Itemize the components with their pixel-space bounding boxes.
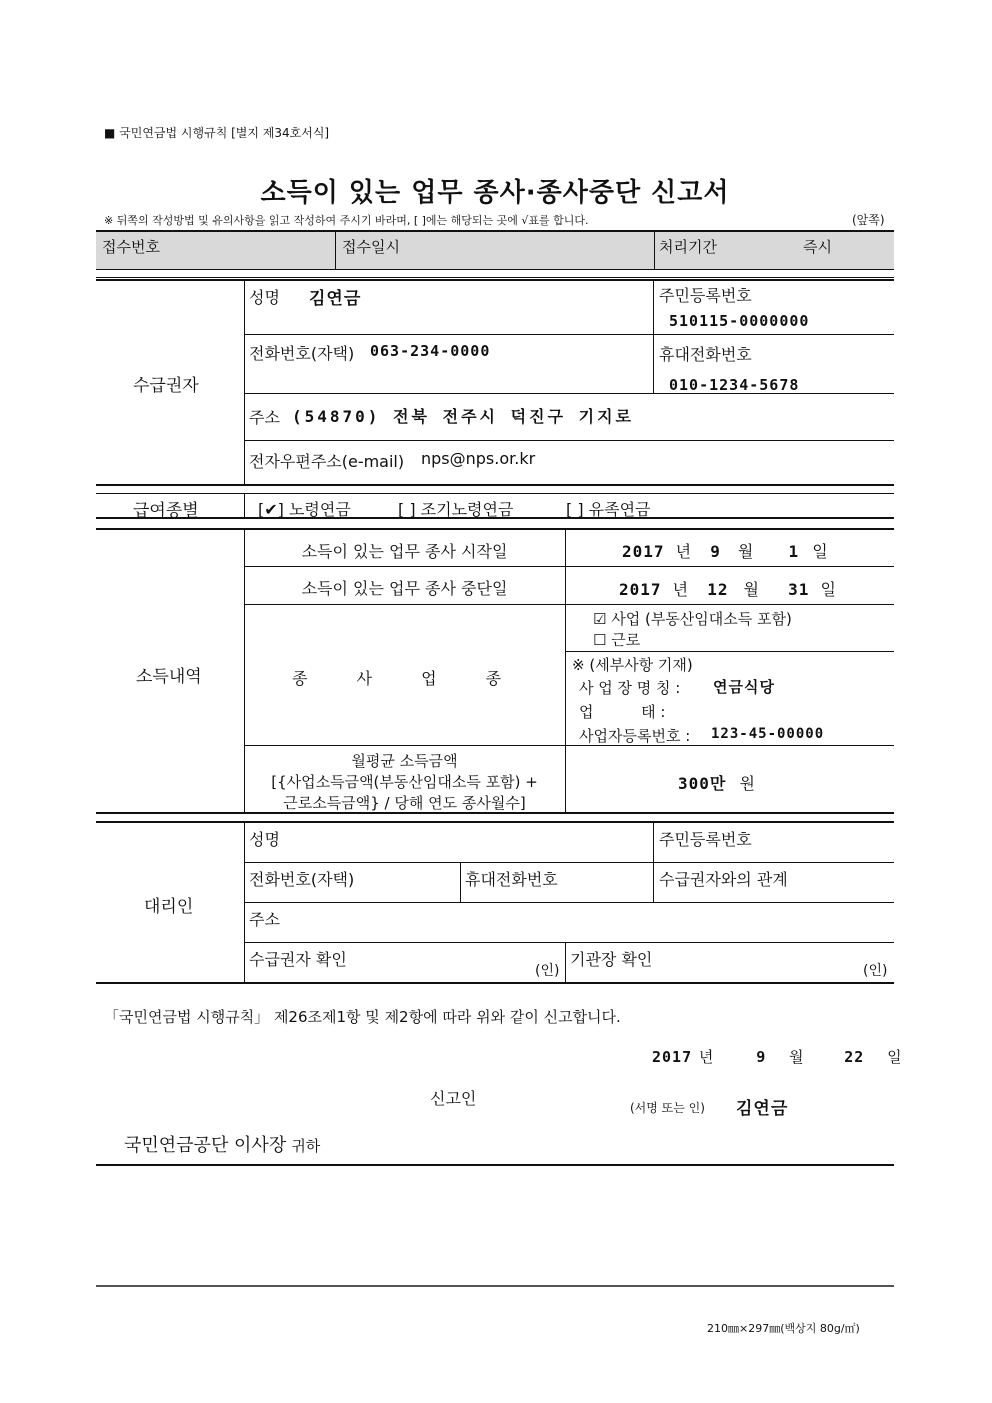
business-name-value[interactable]: 연금식당 — [713, 678, 775, 696]
stop-year[interactable]: 2017 — [619, 580, 662, 599]
business-type-label: 업 태 : — [579, 703, 666, 721]
business-reg-label: 사업자등록번호 : — [579, 727, 691, 745]
business-reg-value[interactable]: 123-45-00000 — [711, 726, 825, 742]
paper-spec: 210㎜×297㎜(백상지 80g/㎡) — [707, 1322, 860, 1335]
beneficiary-phone-value[interactable]: 063-234-0000 — [370, 342, 491, 360]
income-section-label: 소득내역 — [136, 667, 202, 687]
detail-note: ※ (세부사항 기재) — [572, 656, 693, 674]
beneficiary-email-label: 전자우편주소(e-mail) — [249, 452, 405, 471]
beneficiary-mobile-label: 휴대전화번호 — [659, 345, 752, 364]
job-option-business[interactable]: ☑ 사업 (부동산임대소득 포함) — [593, 610, 792, 628]
agent-section-label: 대리인 — [144, 897, 194, 917]
benefit-type-label: 급여종별 — [133, 501, 199, 521]
report-month[interactable]: 9 — [756, 1048, 767, 1066]
stop-month[interactable]: 12 — [707, 580, 729, 599]
beneficiary-rrn-value[interactable]: 510115-0000000 — [669, 312, 810, 330]
avg-income-unit: 원 — [739, 774, 755, 793]
business-name-label: 사 업 장 명 칭 : — [579, 679, 681, 697]
day-unit: 일 — [820, 580, 836, 599]
beneficiary-name-label: 성명 — [249, 288, 280, 307]
processing-period-value: 즉시 — [803, 238, 832, 256]
beneficiary-mobile-value[interactable]: 010-1234-5678 — [669, 376, 800, 394]
beneficiary-rrn-label: 주민등록번호 — [659, 286, 752, 305]
agent-rrn-label: 주민등록번호 — [659, 830, 752, 849]
start-day[interactable]: 1 — [788, 542, 800, 561]
agent-address-label: 주소 — [249, 910, 280, 929]
form-reference: ■ 국민연금법 시행규칙 [별지 제34호서식] — [104, 126, 330, 140]
avg-income-label-1: 월평균 소득금액 — [351, 752, 458, 770]
receipt-number-label: 접수번호 — [102, 238, 160, 256]
beneficiary-address-label: 주소 — [249, 408, 280, 427]
form-title: 소득이 있는 업무 종사·종사중단 신고서 — [260, 178, 730, 208]
agent-phone-label: 전화번호(자택) — [249, 870, 355, 889]
job-type-label: 종 사 업 종 — [292, 669, 502, 688]
agent-name-label: 성명 — [249, 830, 280, 849]
sign-value[interactable]: 김연금 — [736, 1099, 789, 1119]
beneficiary-confirm-label: 수급권자 확인 — [249, 950, 347, 969]
receipt-date-label: 접수일시 — [342, 238, 400, 256]
agency-seal: (인) — [863, 963, 888, 979]
form-notice: ※ 뒤쪽의 작성방법 및 유의사항을 읽고 작성하여 주시기 바라며, [ ]에는 해당되는 곳에 √표를 합니다. — [104, 214, 589, 227]
agency-confirm-label: 기관장 확인 — [570, 950, 653, 969]
job-option-labor[interactable]: ☐ 근로 — [593, 631, 641, 649]
option-early-old-age-pension[interactable]: [ ] 조기노령연금 — [398, 500, 514, 519]
year-unit: 년 — [672, 580, 689, 599]
option-survivor-pension[interactable]: [ ] 유족연금 — [566, 500, 651, 519]
reporter-label: 신고인 — [430, 1089, 477, 1108]
beneficiary-section-label: 수급권자 — [133, 376, 199, 396]
addressee: 국민연금공단 이사장 — [124, 1135, 287, 1156]
year-unit: 년 — [675, 542, 692, 561]
report-day-unit: 일 — [887, 1048, 902, 1066]
stop-day[interactable]: 31 — [788, 580, 810, 599]
beneficiary-email-value[interactable]: nps@nps.or.kr — [421, 449, 536, 468]
declaration-text: 「국민연금법 시행규칙」 제26조제1항 및 제2항에 따라 위와 같이 신고합니다. — [104, 1008, 621, 1026]
start-year[interactable]: 2017 — [622, 542, 665, 561]
report-year[interactable]: 2017 — [652, 1048, 693, 1066]
beneficiary-seal: (인) — [535, 963, 560, 979]
beneficiary-name-value[interactable]: 김연금 — [309, 289, 362, 309]
receipt-box — [96, 231, 894, 269]
processing-period-label: 처리기간 — [659, 238, 717, 256]
beneficiary-address-value[interactable]: (54870) 전북 전주시 덕진구 기지로 — [292, 407, 634, 426]
stop-date-label: 소득이 있는 업무 종사 중단일 — [301, 579, 508, 598]
addressee-suffix: 귀하 — [291, 1137, 321, 1155]
start-month[interactable]: 9 — [710, 542, 721, 561]
avg-income-label-3: 근로소득금액} / 당해 연도 종사월수] — [283, 794, 526, 812]
report-month-unit: 월 — [789, 1048, 804, 1066]
page-side: (앞쪽) — [852, 213, 885, 227]
agent-relation-label: 수급권자와의 관계 — [659, 870, 788, 889]
avg-income-label-2: [{사업소득금액(부동산임대소득 포함) + — [271, 773, 538, 791]
agent-mobile-label: 휴대전화번호 — [465, 870, 558, 889]
start-date-label: 소득이 있는 업무 종사 시작일 — [301, 542, 508, 561]
report-year-unit: 년 — [698, 1048, 714, 1066]
avg-income-value[interactable]: 300만 — [678, 774, 727, 793]
month-unit: 월 — [743, 580, 760, 599]
month-unit: 월 — [737, 542, 754, 561]
sign-label: (서명 또는 인) — [630, 1101, 705, 1115]
option-old-age-pension[interactable]: [✔] 노령연금 — [258, 500, 351, 519]
report-day[interactable]: 22 — [844, 1048, 865, 1066]
beneficiary-phone-label: 전화번호(자택) — [249, 344, 355, 363]
day-unit: 일 — [812, 542, 828, 561]
